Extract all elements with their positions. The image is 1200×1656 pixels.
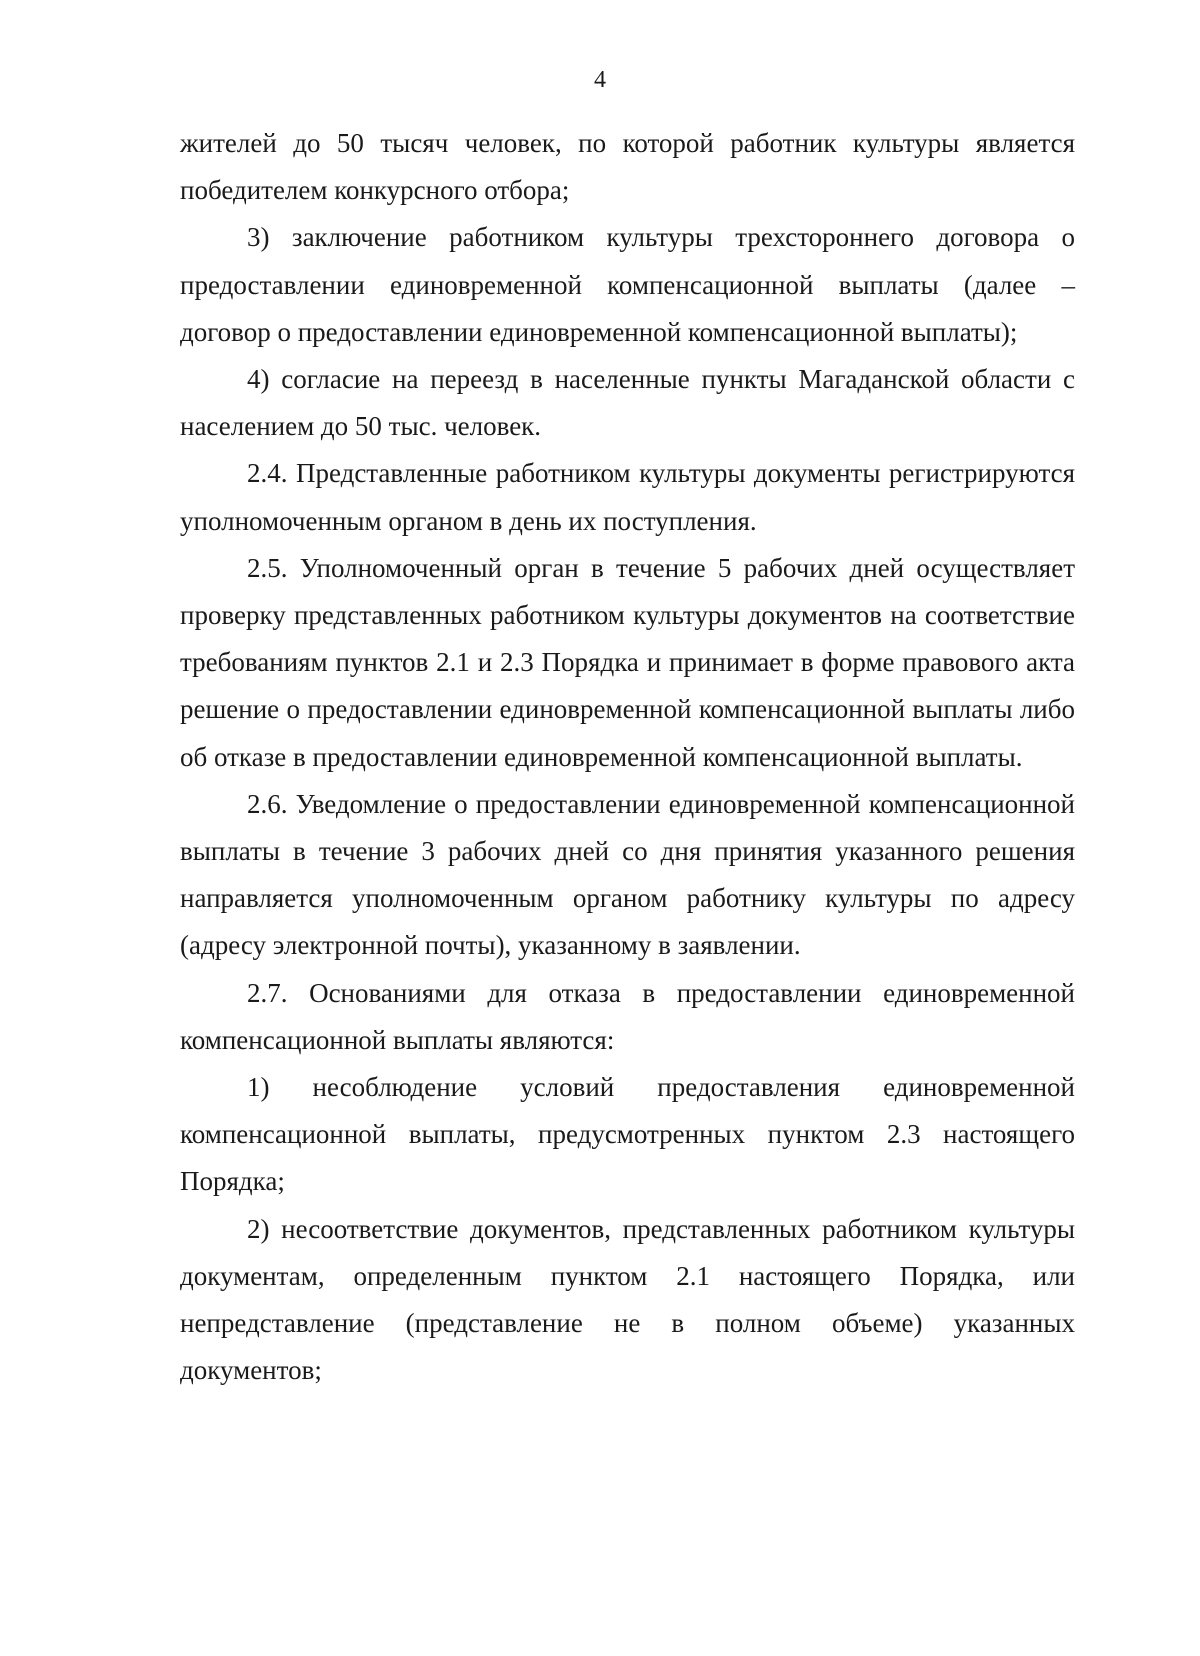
document-body <box>180 120 1075 1394</box>
paragraph-2-7: 2.7. Основаниями для отказа в предоставлении единовременной компенсационной выплаты являются: <box>180 977 1075 1055</box>
paragraph-continuation: жителей до 50 тысяч человек, по которой работник культуры является победителем конкурсного отбора; <box>180 128 1075 206</box>
paragraph-2-7-item-2: 2) несоответствие документов, представленных работником культуры документам, определенным пунктом 2.1 настоящего Порядка, или непредставление (представление не в полном объеме) указанных документов; <box>180 1213 1075 1386</box>
page-number: 4 <box>594 67 606 93</box>
paragraph-2-6: 2.6. Уведомление о предоставлении единовременной компенсационной выплаты в течение 3 рабочих дней со дня принятия указанного решения направляется уполномоченным органом работнику культуры по адресу (адресу электронной почты), указанному в заявлении. <box>180 788 1075 961</box>
paragraph-item-3: 3) заключение работником культуры трехстороннего договора о предоставлении единовременной компенсационной выплаты (далее – договор о предоставлении единовременной компенсационной выплаты); <box>180 222 1075 347</box>
paragraph-2-5: 2.5. Уполномоченный орган в течение 5 рабочих дней осуществляет проверку представленных работником культуры документов на соответствие требованиям пунктов 2.1 и 2.3 Порядка и принимает в форме правового акта решение о предоставлении единовременной компенсационной выплаты либо об отказе в предоставлении единовременной компенсационной выплаты. <box>180 552 1075 772</box>
paragraph-2-4: 2.4. Представленные работником культуры документы регистрируются уполномоченным органом в день их поступления. <box>180 458 1075 536</box>
paragraph-item-4: 4) согласие на переезд в населенные пункты Магаданской области с населением до 50 тыс. человек. <box>180 364 1075 442</box>
paragraph-2-7-item-1: 1) несоблюдение условий предоставления единовременной компенсационной выплаты, предусмотренных пунктом 2.3 настоящего Порядка; <box>180 1072 1075 1197</box>
